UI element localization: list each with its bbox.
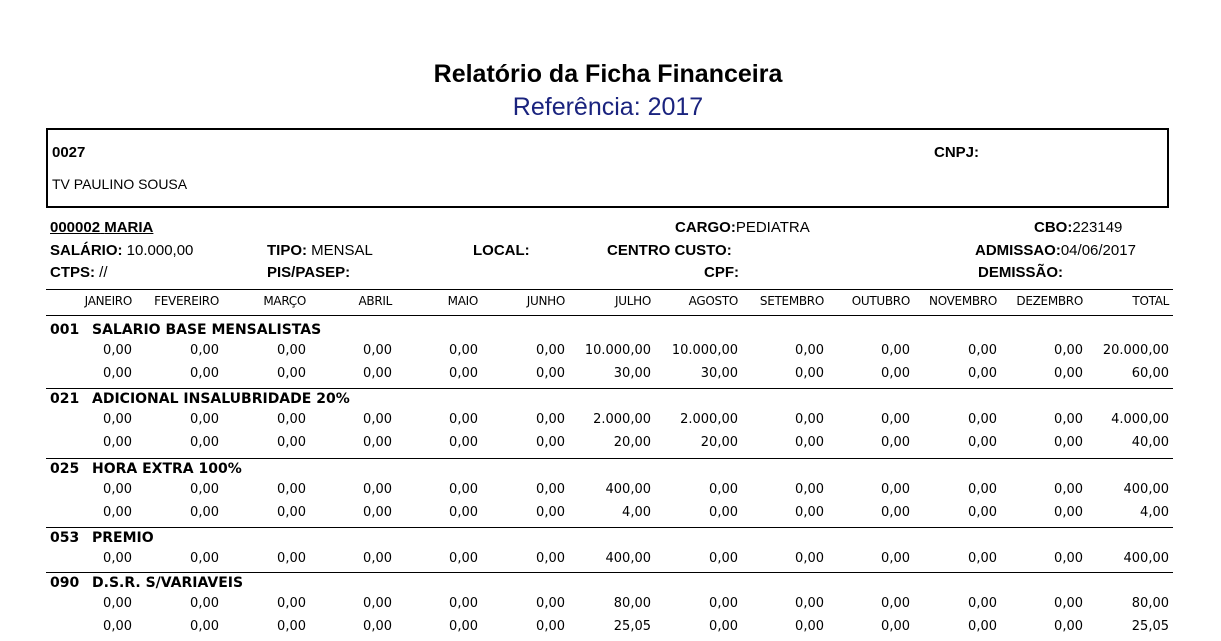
employee-ctps: [50, 264, 108, 281]
cpf-label: CPF:: [704, 264, 739, 281]
cell-dezembro: 0,00: [1054, 551, 1083, 566]
cell-fevereiro: 0,00: [190, 505, 219, 520]
local-label: LOCAL:: [473, 242, 530, 259]
cell-março: 0,00: [277, 343, 306, 358]
cell-março: 0,00: [277, 366, 306, 381]
employee-salario: [50, 242, 193, 259]
cell-outubro: 0,00: [881, 412, 910, 427]
cell-dezembro: 0,00: [1054, 482, 1083, 497]
cell-maio: 0,00: [449, 366, 478, 381]
cell-fevereiro: 0,00: [190, 366, 219, 381]
cell-total: 25,05: [1131, 619, 1169, 634]
company-cnpj: [934, 144, 979, 161]
cell-setembro: 0,00: [795, 596, 824, 611]
cell-outubro: 0,00: [881, 482, 910, 497]
employee-cargo: [675, 219, 810, 236]
cell-fevereiro: 0,00: [190, 412, 219, 427]
cell-junho: 0,00: [536, 412, 565, 427]
company-box: [46, 128, 1169, 208]
cell-setembro: 0,00: [795, 343, 824, 358]
cell-novembro: 0,00: [968, 596, 997, 611]
cell-janeiro: 0,00: [103, 343, 132, 358]
tipo-label: TIPO:: [267, 242, 307, 259]
employee-pis: [267, 264, 350, 281]
cell-agosto: 0,00: [709, 596, 738, 611]
cell-novembro: 0,00: [968, 619, 997, 634]
event-name: PREMIO: [92, 530, 154, 546]
column-header-maio: MAIO: [447, 294, 478, 308]
cell-janeiro: 0,00: [103, 435, 132, 450]
cell-abril: 0,00: [363, 482, 392, 497]
cell-outubro: 0,00: [881, 505, 910, 520]
event-name: HORA EXTRA 100%: [92, 461, 242, 477]
column-header-total: TOTAL: [1132, 294, 1169, 308]
cell-maio: 0,00: [449, 505, 478, 520]
cell-julho: 20,00: [613, 435, 651, 450]
cell-novembro: 0,00: [968, 366, 997, 381]
cell-outubro: 0,00: [881, 343, 910, 358]
employee-id: 000002: [50, 219, 101, 236]
column-header-outubro: OUTUBRO: [851, 294, 910, 308]
cell-setembro: 0,00: [795, 619, 824, 634]
event-divider: [46, 458, 1173, 459]
column-header-junho: JUNHO: [526, 294, 565, 308]
ctps-value: //: [99, 264, 108, 281]
cell-total: 400,00: [1123, 482, 1169, 497]
cell-abril: 0,00: [363, 596, 392, 611]
employee-local: [473, 242, 530, 259]
admissao-value: 04/06/2017: [1060, 242, 1136, 259]
cell-abril: 0,00: [363, 619, 392, 634]
cell-maio: 0,00: [449, 619, 478, 634]
cell-agosto: 0,00: [709, 482, 738, 497]
cell-maio: 0,00: [449, 482, 478, 497]
column-header-agosto: AGOSTO: [688, 294, 738, 308]
event-header-021: [50, 391, 350, 407]
report-subtitle: Referência: 2017: [512, 93, 704, 121]
cell-novembro: 0,00: [968, 343, 997, 358]
cell-julho: 25,05: [613, 619, 651, 634]
cell-julho: 30,00: [613, 366, 651, 381]
cell-agosto: 20,00: [700, 435, 738, 450]
centro-custo-label: CENTRO CUSTO:: [607, 242, 732, 259]
cell-total: 4.000,00: [1111, 412, 1169, 427]
cell-dezembro: 0,00: [1054, 435, 1083, 450]
cell-agosto: 0,00: [709, 619, 738, 634]
cell-setembro: 0,00: [795, 366, 824, 381]
cell-setembro: 0,00: [795, 435, 824, 450]
cell-julho: 80,00: [613, 596, 651, 611]
cell-março: 0,00: [277, 412, 306, 427]
cargo-value: PEDIATRA: [735, 219, 810, 236]
event-divider: [46, 572, 1173, 573]
cell-total: 400,00: [1123, 551, 1169, 566]
cell-total: 40,00: [1131, 435, 1169, 450]
cnpj-label: CNPJ:: [934, 144, 980, 161]
employee-admissao: [975, 242, 1136, 259]
cell-maio: 0,00: [449, 551, 478, 566]
cbo-value: 223149: [1072, 219, 1123, 236]
column-header-janeiro: JANEIRO: [84, 294, 132, 308]
cell-março: 0,00: [277, 596, 306, 611]
cell-fevereiro: 0,00: [190, 482, 219, 497]
cell-novembro: 0,00: [968, 505, 997, 520]
column-header-novembro: NOVEMBRO: [929, 294, 997, 308]
employee-tipo: [267, 242, 373, 259]
cell-fevereiro: 0,00: [190, 596, 219, 611]
cell-março: 0,00: [277, 619, 306, 634]
column-header-julho: JULHO: [615, 294, 651, 308]
month-header-divider: [46, 315, 1173, 316]
cell-janeiro: 0,00: [103, 366, 132, 381]
employee-cbo: [1034, 219, 1122, 236]
cbo-label: CBO:: [1034, 219, 1073, 236]
cell-fevereiro: 0,00: [190, 619, 219, 634]
cell-setembro: 0,00: [795, 412, 824, 427]
event-header-053: [50, 530, 154, 546]
cell-maio: 0,00: [449, 343, 478, 358]
employee-name-text: MARIA: [104, 219, 154, 236]
cell-setembro: 0,00: [795, 482, 824, 497]
cell-total: 4,00: [1140, 505, 1169, 520]
cell-fevereiro: 0,00: [190, 343, 219, 358]
event-code: 053: [50, 530, 80, 546]
cell-novembro: 0,00: [968, 435, 997, 450]
event-header-001: [50, 322, 321, 338]
cell-março: 0,00: [277, 435, 306, 450]
cell-dezembro: 0,00: [1054, 366, 1083, 381]
cell-agosto: 30,00: [700, 366, 738, 381]
event-header-090: [50, 575, 243, 591]
cell-dezembro: 0,00: [1054, 412, 1083, 427]
cell-janeiro: 0,00: [103, 482, 132, 497]
cell-abril: 0,00: [363, 343, 392, 358]
cell-março: 0,00: [277, 482, 306, 497]
cell-julho: 400,00: [605, 482, 651, 497]
cell-fevereiro: 0,00: [190, 435, 219, 450]
cell-novembro: 0,00: [968, 412, 997, 427]
column-header-setembro: SETEMBRO: [759, 294, 824, 308]
cell-total: 60,00: [1131, 366, 1169, 381]
event-divider: [46, 527, 1173, 528]
event-code: 001: [50, 322, 80, 338]
cell-junho: 0,00: [536, 596, 565, 611]
cell-junho: 0,00: [536, 619, 565, 634]
cell-abril: 0,00: [363, 366, 392, 381]
cell-junho: 0,00: [536, 505, 565, 520]
cell-dezembro: 0,00: [1054, 619, 1083, 634]
employee-demissao: [978, 264, 1063, 281]
admissao-label: ADMISSAO:: [975, 242, 1061, 259]
cell-janeiro: 0,00: [103, 505, 132, 520]
event-name: SALARIO BASE MENSALISTAS: [92, 322, 322, 338]
employee-name: [50, 219, 153, 236]
cell-agosto: 2.000,00: [680, 412, 738, 427]
tipo-value: MENSAL: [311, 242, 373, 259]
cell-agosto: 10.000,00: [671, 343, 738, 358]
column-header-março: MARÇO: [263, 294, 306, 308]
cell-março: 0,00: [277, 505, 306, 520]
cell-junho: 0,00: [536, 343, 565, 358]
cell-outubro: 0,00: [881, 619, 910, 634]
employee-cpf: [704, 264, 739, 281]
cell-julho: 2.000,00: [593, 412, 651, 427]
cell-julho: 4,00: [622, 505, 651, 520]
cell-agosto: 0,00: [709, 505, 738, 520]
cell-outubro: 0,00: [881, 596, 910, 611]
cell-julho: 400,00: [605, 551, 651, 566]
cell-setembro: 0,00: [795, 551, 824, 566]
event-divider: [46, 388, 1173, 389]
cell-maio: 0,00: [449, 435, 478, 450]
event-code: 025: [50, 461, 80, 477]
cell-junho: 0,00: [536, 482, 565, 497]
header-divider: [46, 289, 1173, 290]
event-name: D.S.R. S/VARIAVEIS: [92, 575, 244, 591]
cell-janeiro: 0,00: [103, 596, 132, 611]
cell-novembro: 0,00: [968, 482, 997, 497]
cell-maio: 0,00: [449, 596, 478, 611]
cell-outubro: 0,00: [881, 551, 910, 566]
cell-maio: 0,00: [449, 412, 478, 427]
cell-junho: 0,00: [536, 366, 565, 381]
cell-abril: 0,00: [363, 505, 392, 520]
cell-junho: 0,00: [536, 551, 565, 566]
cell-abril: 0,00: [363, 435, 392, 450]
company-address: TV PAULINO SOUSA: [52, 176, 188, 192]
cell-total: 80,00: [1131, 596, 1169, 611]
company-code: 0027: [52, 144, 86, 161]
cell-março: 0,00: [277, 551, 306, 566]
column-header-fevereiro: FEVEREIRO: [154, 294, 219, 308]
event-code: 090: [50, 575, 80, 591]
cell-abril: 0,00: [363, 551, 392, 566]
salario-value: 10.000,00: [126, 242, 194, 259]
cell-setembro: 0,00: [795, 505, 824, 520]
report-title: Relatório da Ficha Financeira: [433, 60, 783, 88]
cell-dezembro: 0,00: [1054, 505, 1083, 520]
cell-dezembro: 0,00: [1054, 596, 1083, 611]
cell-janeiro: 0,00: [103, 412, 132, 427]
cell-julho: 10.000,00: [584, 343, 651, 358]
cell-outubro: 0,00: [881, 366, 910, 381]
cell-outubro: 0,00: [881, 435, 910, 450]
event-code: 021: [50, 391, 80, 407]
demissao-label: DEMISSÃO:: [978, 264, 1064, 281]
cell-janeiro: 0,00: [103, 619, 132, 634]
cell-dezembro: 0,00: [1054, 343, 1083, 358]
employee-centro-custo: [607, 242, 732, 259]
event-name: ADICIONAL INSALUBRIDADE 20%: [92, 391, 350, 407]
cell-total: 20.000,00: [1102, 343, 1169, 358]
cargo-label: CARGO:: [675, 219, 736, 236]
cell-junho: 0,00: [536, 435, 565, 450]
cell-janeiro: 0,00: [103, 551, 132, 566]
cell-fevereiro: 0,00: [190, 551, 219, 566]
cell-agosto: 0,00: [709, 551, 738, 566]
pis-label: PIS/PASEP:: [267, 264, 351, 281]
month-header-row: [0, 294, 1221, 312]
ctps-label: CTPS:: [50, 264, 95, 281]
salario-label: SALÁRIO:: [50, 242, 123, 259]
event-header-025: [50, 461, 242, 477]
cell-abril: 0,00: [363, 412, 392, 427]
column-header-abril: ABRIL: [358, 294, 392, 308]
cell-novembro: 0,00: [968, 551, 997, 566]
column-header-dezembro: DEZEMBRO: [1016, 294, 1083, 308]
